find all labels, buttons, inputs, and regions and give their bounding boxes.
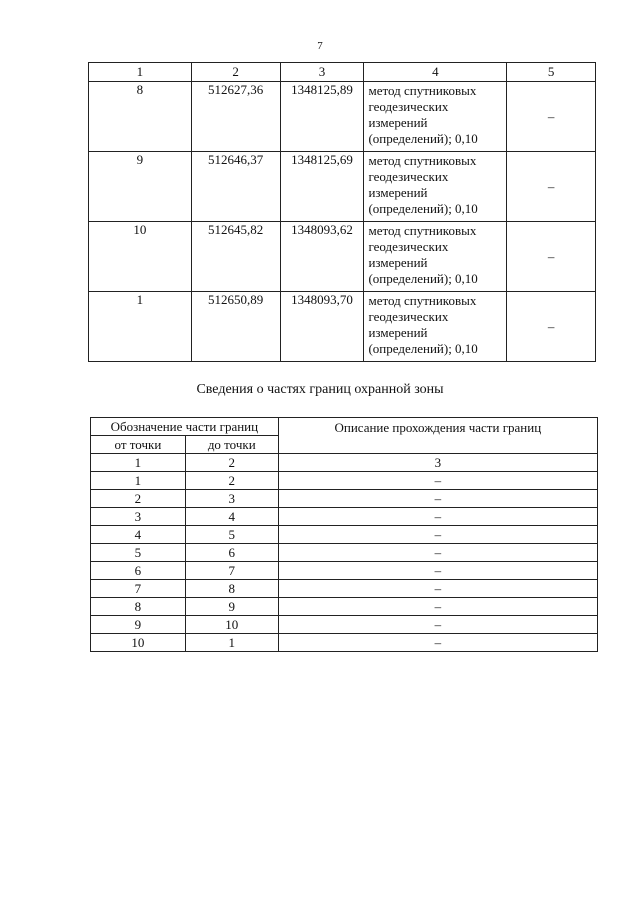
table-row (89, 222, 596, 292)
description: – (278, 634, 597, 652)
header-boundary-designation: Обозначение части границ (91, 418, 279, 436)
description: – (278, 544, 597, 562)
method-line: геодезических (368, 169, 449, 184)
column-header: 3 (280, 63, 364, 82)
description: – (278, 508, 597, 526)
extra-value: – (507, 82, 596, 152)
method-description (364, 222, 507, 292)
table-row (89, 82, 596, 152)
to-point: 7 (185, 562, 278, 580)
to-point: 8 (185, 580, 278, 598)
table-row (91, 508, 598, 526)
x-coordinate: 512646,37 (191, 152, 280, 222)
to-point: 10 (185, 616, 278, 634)
method-line: измерений (368, 115, 428, 130)
column-header: 4 (364, 63, 507, 82)
from-point: 3 (91, 508, 186, 526)
method-line: метод спутниковых (368, 153, 477, 168)
table-row (91, 562, 598, 580)
point-number: 10 (89, 222, 192, 292)
extra-value: – (507, 222, 596, 292)
y-coordinate: 1348125,89 (280, 82, 364, 152)
parts-number-row (91, 454, 598, 472)
table-row (91, 526, 598, 544)
from-point: 6 (91, 562, 186, 580)
description: – (278, 472, 597, 490)
point-number: 8 (89, 82, 192, 152)
y-coordinate: 1348125,69 (280, 152, 364, 222)
table-row (91, 598, 598, 616)
from-point: 2 (91, 490, 186, 508)
method-line: метод спутниковых (368, 83, 477, 98)
column-header: 1 (89, 63, 192, 82)
description: – (278, 490, 597, 508)
from-point: 7 (91, 580, 186, 598)
header-from-point: от точки (91, 436, 186, 454)
x-coordinate: 512627,36 (191, 82, 280, 152)
y-coordinate: 1348093,70 (280, 292, 364, 362)
method-line: геодезических (368, 239, 449, 254)
point-number: 1 (89, 292, 192, 362)
to-point: 4 (185, 508, 278, 526)
table-row (91, 580, 598, 598)
method-line: метод спутниковых (368, 293, 477, 308)
number-cell: 1 (91, 454, 186, 472)
extra-value: – (507, 292, 596, 362)
from-point: 1 (91, 472, 186, 490)
from-point: 10 (91, 634, 186, 652)
number-cell: 3 (278, 454, 597, 472)
page-number: 7 (317, 40, 323, 52)
from-point: 4 (91, 526, 186, 544)
method-line: измерений (368, 185, 428, 200)
from-point: 9 (91, 616, 186, 634)
description: – (278, 598, 597, 616)
table-row (91, 634, 598, 652)
method-line: измерений (368, 255, 428, 270)
method-line: измерений (368, 325, 428, 340)
x-coordinate: 512650,89 (191, 292, 280, 362)
description: – (278, 526, 597, 544)
method-description (364, 152, 507, 222)
method-line: геодезических (368, 309, 449, 324)
to-point: 1 (185, 634, 278, 652)
table-row (91, 472, 598, 490)
column-header: 2 (191, 63, 280, 82)
table-row (91, 490, 598, 508)
number-cell: 2 (185, 454, 278, 472)
extra-value: – (507, 152, 596, 222)
column-header: 5 (507, 63, 596, 82)
method-line: (определений); 0,10 (368, 201, 478, 216)
method-description (364, 292, 507, 362)
header-description: Описание прохождения части границ (278, 418, 597, 454)
method-line: геодезических (368, 99, 449, 114)
to-point: 3 (185, 490, 278, 508)
method-line: (определений); 0,10 (368, 341, 478, 356)
section-title: Сведения о частях границ охранной зоны (196, 382, 444, 397)
description: – (278, 580, 597, 598)
method-line: (определений); 0,10 (368, 271, 478, 286)
table-row (89, 152, 596, 222)
boundary-parts-table (90, 417, 598, 652)
table-row (91, 544, 598, 562)
point-number: 9 (89, 152, 192, 222)
coordinates-table (88, 62, 596, 362)
to-point: 2 (185, 472, 278, 490)
description: – (278, 616, 597, 634)
table-row (91, 616, 598, 634)
to-point: 9 (185, 598, 278, 616)
from-point: 8 (91, 598, 186, 616)
table-row (89, 292, 596, 362)
coords-header-row (89, 63, 596, 82)
x-coordinate: 512645,82 (191, 222, 280, 292)
method-description (364, 82, 507, 152)
to-point: 5 (185, 526, 278, 544)
header-to-point: до точки (185, 436, 278, 454)
parts-header-row (91, 418, 598, 436)
to-point: 6 (185, 544, 278, 562)
y-coordinate: 1348093,62 (280, 222, 364, 292)
description: – (278, 562, 597, 580)
from-point: 5 (91, 544, 186, 562)
method-line: (определений); 0,10 (368, 131, 478, 146)
method-line: метод спутниковых (368, 223, 477, 238)
